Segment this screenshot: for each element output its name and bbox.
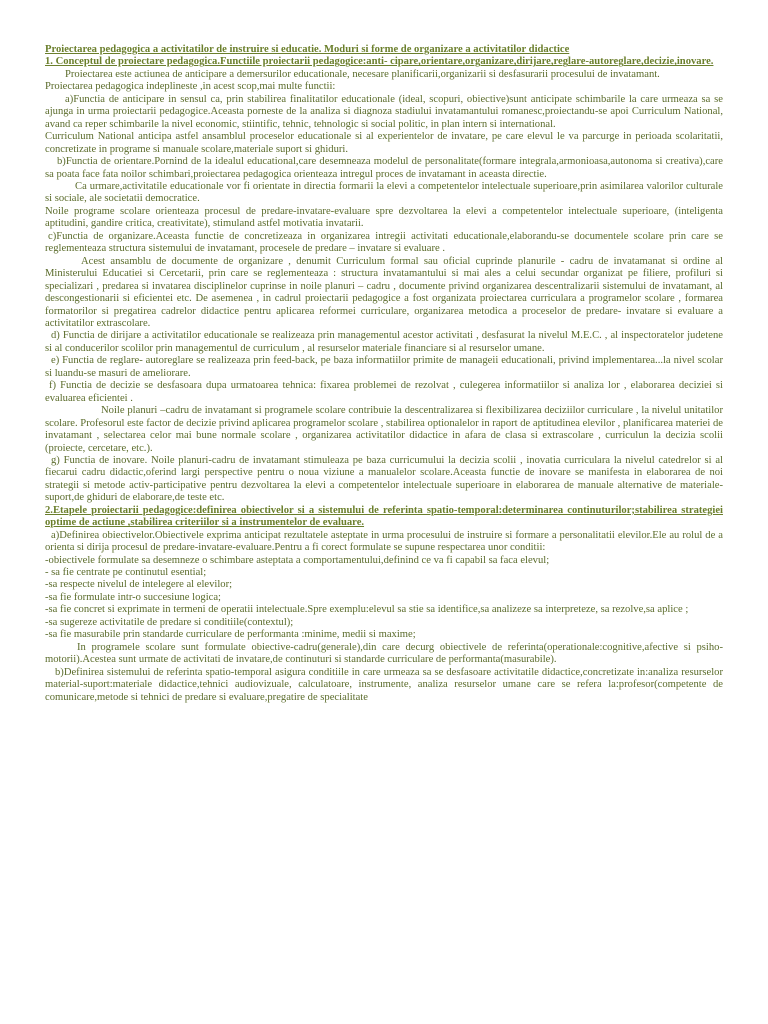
paragraph: g) Functia de inovare. Noile planuri-cadru de invatamant stimuleaza pe baza curricumului la decizia scolii , inovatia curriculara la nivelul catedrelor si al fiecarui cadru didactic,oferind largi perspective pentru o noua viziune a manualelor scolare.Aceasta functie de inovare se manifesta in elaborarea de noi strategii si metode activ-participative pentru dezvoltarea la elevi a competentelor intelectuale superioare in elaborarea de manuale alternative de materiale-suport,de ghiduri de elaborare,de teste etc. — [45, 454, 723, 504]
paragraph: Curriculum National anticipa astfel ansamblul proceselor educationale si al experientelor de invatare, pe care elevul le va parcurge in perioada scolaritatii, concretizate in programe si manuale scolare,materiale suport si ghiduri. — [45, 131, 723, 155]
heading-title: Proiectarea pedagogica a activitatilor de instruire si educatie. Moduri si forme de organizare a activitatilor didactice — [45, 44, 570, 55]
paragraph: c)Functia de organizare.Aceasta functie de concretizeaza in organizarea intregii activitati educationale,elaborandu-se documentele scolare prin care se reglementeaza structura sistemului de invatamant, procesele de predare – invatare si evaluare . — [45, 230, 723, 255]
heading-section-1: 1. Conceptul de proiectare pedagogica.Functiile proiectarii pedagogice:anti- cipare,orientare,organizare,dirijare,reglare-autoreglare,decizie,inovare. — [45, 56, 714, 68]
paragraph: Proiectarea pedagogica indeplineste ,in acest scop,mai multe functii: — [45, 81, 336, 93]
paragraph: Acest ansamblu de documente de organizare , denumit Curriculum formal sau oficial cuprinde planurile - cadru de invatamanat si ordine al Ministerului Educatiei si Cercetarii, prin care se reglementeaza : structura invatamantului si mai ales a celui secundar organizat pe filiere, profiluri si specializari , predarea si invatarea disciplinelor cuprinse in noile planuri – cadru , documente privind organizarea descentralizarii sistemului de invatamant, al descongestionarii si eficientei etc. De asemenea , in cadrul proiectarii pedagogice a fost organizata proiectarea curriculara a programelor scolare , formarea formatorilor si pregatirea cadrelor didactice pentru aplicarea reformei curriculare, organizarea metodica a proceselor de predare- invatare si evaluare a activitatilor extrascolare. — [45, 255, 723, 329]
list-item: - sa fie centrate pe continutul esential; — [45, 567, 207, 579]
paragraph: In programele scolare sunt formulate obiective-cadru(generale),din care decurg obiectivele de referinta(operationale:cognitive,afective si psiho-motorii).Acestea sunt urmate de activitati de invatare,de continuturi si standarde curriculare de performanta(masurabile). — [45, 641, 723, 666]
list-item: -obiectivele formulate sa desemneze o schimbare asteptata a comportamentului,definind ce va fi capabil sa faca elevul; — [45, 554, 550, 566]
paragraph: a)Definirea obiectivelor.Obiectivele exprima anticipat rezultatele asteptate in urma procesului de instruire si formare a personalitatii elevilor.Ele au rolul de a orienta si dirija procesul de predare-invatare-evaluare.Pentru a fi corect formulate se supune respectarea unor conditii: — [45, 529, 723, 554]
heading-section-2: 2.Etapele proiectarii pedagogice:definirea obiectivelor si a sistemului de referinta spatio-temporal:determinarea continuturilor;stabilirea strategiei optime de actiune ,stabilirea criteriilor si a instrumentelor de evaluare. — [45, 504, 723, 529]
paragraph: e) Functia de reglare- autoreglare se realizeaza prin feed-back, pe baza informatiilor primite de manageii educationali, privind implementarea...la nivel scolar si luandu-se masuri de ameliorare. — [45, 355, 723, 379]
paragraph: a)Functia de anticipare in sensul ca, prin stabilirea finalitatilor educationale (ideal, scopuri, obiective)sunt anticipate schimbarile la care urmeaza sa se ajunga in urma proiectarii pedagogice.Aceasta porneste de la analiza si diagnoza stadiului invatamantului romanesc,proiectandu-se apoi Curriculum National, avand ca reper schimbarile la nivel economic, stiintific, tehnic, tehnologic si social politic, in plan intern si international. — [45, 93, 723, 130]
paragraph: Noile planuri –cadru de invatamant si programele scolare contribuie la descentralizarea si flexibilizarea deciziilor curriculare , la nivelul unitatilor scolare. Profesorul este factor de decizie privind aplicarea programelor scolare , stabilirea optionalelor in raport de aptitudinea elevilor , planificarea materiei de invatamant , selectarea celor mai bune normale scolare , organizarea activitatilor didactice in afara de clasa si extrascolare , curriculun la decizia scolii (proiecte, cercetare, etc.). — [45, 405, 723, 454]
list-item: -sa fie masurabile prin standarde curriculare de performanta :minime, medii si maxime; — [45, 629, 416, 641]
paragraph: Proiectarea este actiunea de anticipare a demersurilor educationale, necesare planificarii,organizarii si desfasurarii procesului de invatamant. — [65, 68, 660, 80]
paragraph: Noile programe scolare orienteaza procesul de predare-invatare-evaluare spre dezvoltarea la elevi a competentelor intelectuale superioare, (inteligenta aptitudini, gandire critica, creativitate), stimuland astfel motivatia invatarii. — [45, 205, 723, 230]
paragraph: b)Functia de orientare.Pornind de la idealul educational,care desemneaza modelul de personalitate(formare integrala,armonioasa,autonoma si creativa),care sa poata face fata noilor schimbari,proiectarea pedagogica orienteaza intregul proces de invatamant in aceasta directie. — [45, 156, 723, 180]
paragraph: f) Functia de decizie se desfasoara dupa urmatoarea tehnica: fixarea problemei de rezolvat , culegerea informatiilor si analiza lor , elaborarea deciziei si evaluarea eficientei . — [45, 380, 723, 404]
paragraph: d) Functia de dirijare a activitatilor educationale se realizeaza prin managementul acestor activitati , desfasurat la nivelul M.E.C. , al inspectoratelor judetene si al conducerilor scolilor prin managementul de curriculum , al resurselor materiale financiare si al resurselor umane. — [45, 330, 723, 354]
document-page — [45, 44, 723, 704]
list-item: -sa fie formulate intr-o succesiune logica; — [45, 591, 221, 603]
list-item: -sa respecte nivelul de intelegere al elevilor; — [45, 579, 233, 591]
paragraph: b)Definirea sistemului de referinta spatio-temporal asigura conditiile in care urmeaza sa se desfasoare activitatile didactice,concretizate in:analiza resurselor material-suport:materiale didactice,tehnici audiovizuale, calculatoare, instrumente, analiza resurselor umane care se refera la:profesor(competente de comunicare,metode si tehnici de predare si evaluare,pregatire de specialitate — [45, 666, 723, 703]
list-item: -sa sugereze activitatile de predare si conditiile(contextul); — [45, 616, 294, 628]
paragraph: Ca urmare,activitatile educationale vor fi orientate in directia formarii la elevi a competentelor intelectuale superioare,prin asimilarea valorilor culturale si sociale, ale societatii democratice. — [45, 180, 723, 205]
list-item: -sa fie concret si exprimate in termeni de operatii intelectuale.Spre exemplu:elevul sa stie sa identifice,sa analizeze sa interpreteze, sa rezolve,sa aplice ; — [45, 604, 689, 616]
